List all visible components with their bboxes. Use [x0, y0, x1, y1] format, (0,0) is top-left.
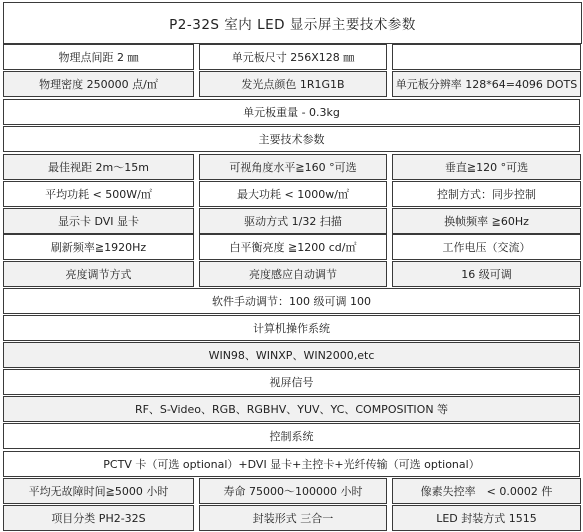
- table-title: P2-32S 室内 LED 显示屏主要技术参数: [3, 2, 582, 44]
- spec-row-5-cell-2: 控制方式：同步控制: [392, 181, 581, 207]
- spec-row-16-cell-1: 寿命 75000～100000 小时: [199, 478, 387, 504]
- spec-row-16-cell-2: 像素失控率 < 0.0002 件: [392, 478, 581, 504]
- spec-row-8-cell-0: 亮度调节方式: [3, 261, 194, 287]
- spec-row-17-cell-0: 项目分类 PH2-32S: [3, 505, 194, 531]
- spec-row-5-cell-1: 最大功耗 < 1000w/㎡: [199, 181, 387, 207]
- spec-row-7-cell-1: 白平衡亮度 ≧1200 cd/㎡: [199, 234, 387, 260]
- spec-row-17-cell-2: LED 封装方式 1515: [392, 505, 581, 531]
- spec-row-11-cell: WIN98、WINXP、WIN2000,etc: [3, 342, 580, 368]
- spec-row-1-cell-1: 发光点颜色 1R1G1B: [199, 71, 387, 97]
- spec-row-6-cell-1: 驱动方式 1/32 扫描: [199, 208, 387, 234]
- spec-row-10-cell: 计算机操作系统: [3, 315, 580, 341]
- spec-row-17-cell-1: 封装形式 三合一: [199, 505, 387, 531]
- spec-row-3-cell: 主要技术参数: [3, 126, 580, 152]
- spec-row-15-cell: PCTV 卡（可选 optional）+DVI 显卡+主控卡+光纤传输（可选 optional）: [3, 451, 580, 477]
- spec-row-13-cell: RF、S-Video、RGB、RGBHV、YUV、YC、COMPOSITION 等: [3, 396, 580, 422]
- spec-row-4-cell-1: 可视角度水平≧160 °可选: [199, 154, 387, 180]
- spec-row-6-cell-0: 显示卡 DVI 显卡: [3, 208, 194, 234]
- spec-row-8-cell-1: 亮度感应自动调节: [199, 261, 387, 287]
- spec-row-7-cell-0: 刷新频率≧1920Hz: [3, 234, 194, 260]
- spec-row-0-cell-2: [392, 44, 581, 70]
- spec-row-14-cell: 控制系统: [3, 423, 580, 449]
- spec-row-5-cell-0: 平均功耗 < 500W/㎡: [3, 181, 194, 207]
- spec-row-8-cell-2: 16 级可调: [392, 261, 581, 287]
- spec-row-4-cell-0: 最佳视距 2m～15m: [3, 154, 194, 180]
- spec-row-7-cell-2: 工作电压（交流）: [392, 234, 581, 260]
- spec-row-12-cell: 视屏信号: [3, 369, 580, 395]
- spec-row-16-cell-0: 平均无故障时间≧5000 小时: [3, 478, 194, 504]
- spec-row-4-cell-2: 垂直≧120 °可选: [392, 154, 581, 180]
- spec-row-0-cell-0: 物理点间距 2 ㎜: [3, 44, 194, 70]
- spec-row-1-cell-2: 单元板分辨率 128*64=4096 DOTS: [392, 71, 581, 97]
- spec-row-2-cell: 单元板重量 - 0.3kg: [3, 99, 580, 125]
- spec-row-6-cell-2: 换帧频率 ≧60Hz: [392, 208, 581, 234]
- spec-row-1-cell-0: 物理密度 250000 点/㎡: [3, 71, 194, 97]
- spec-row-9-cell: 软件手动调节：100 级可调 100: [3, 288, 580, 314]
- spec-row-0-cell-1: 单元板尺寸 256X128 ㎜: [199, 44, 387, 70]
